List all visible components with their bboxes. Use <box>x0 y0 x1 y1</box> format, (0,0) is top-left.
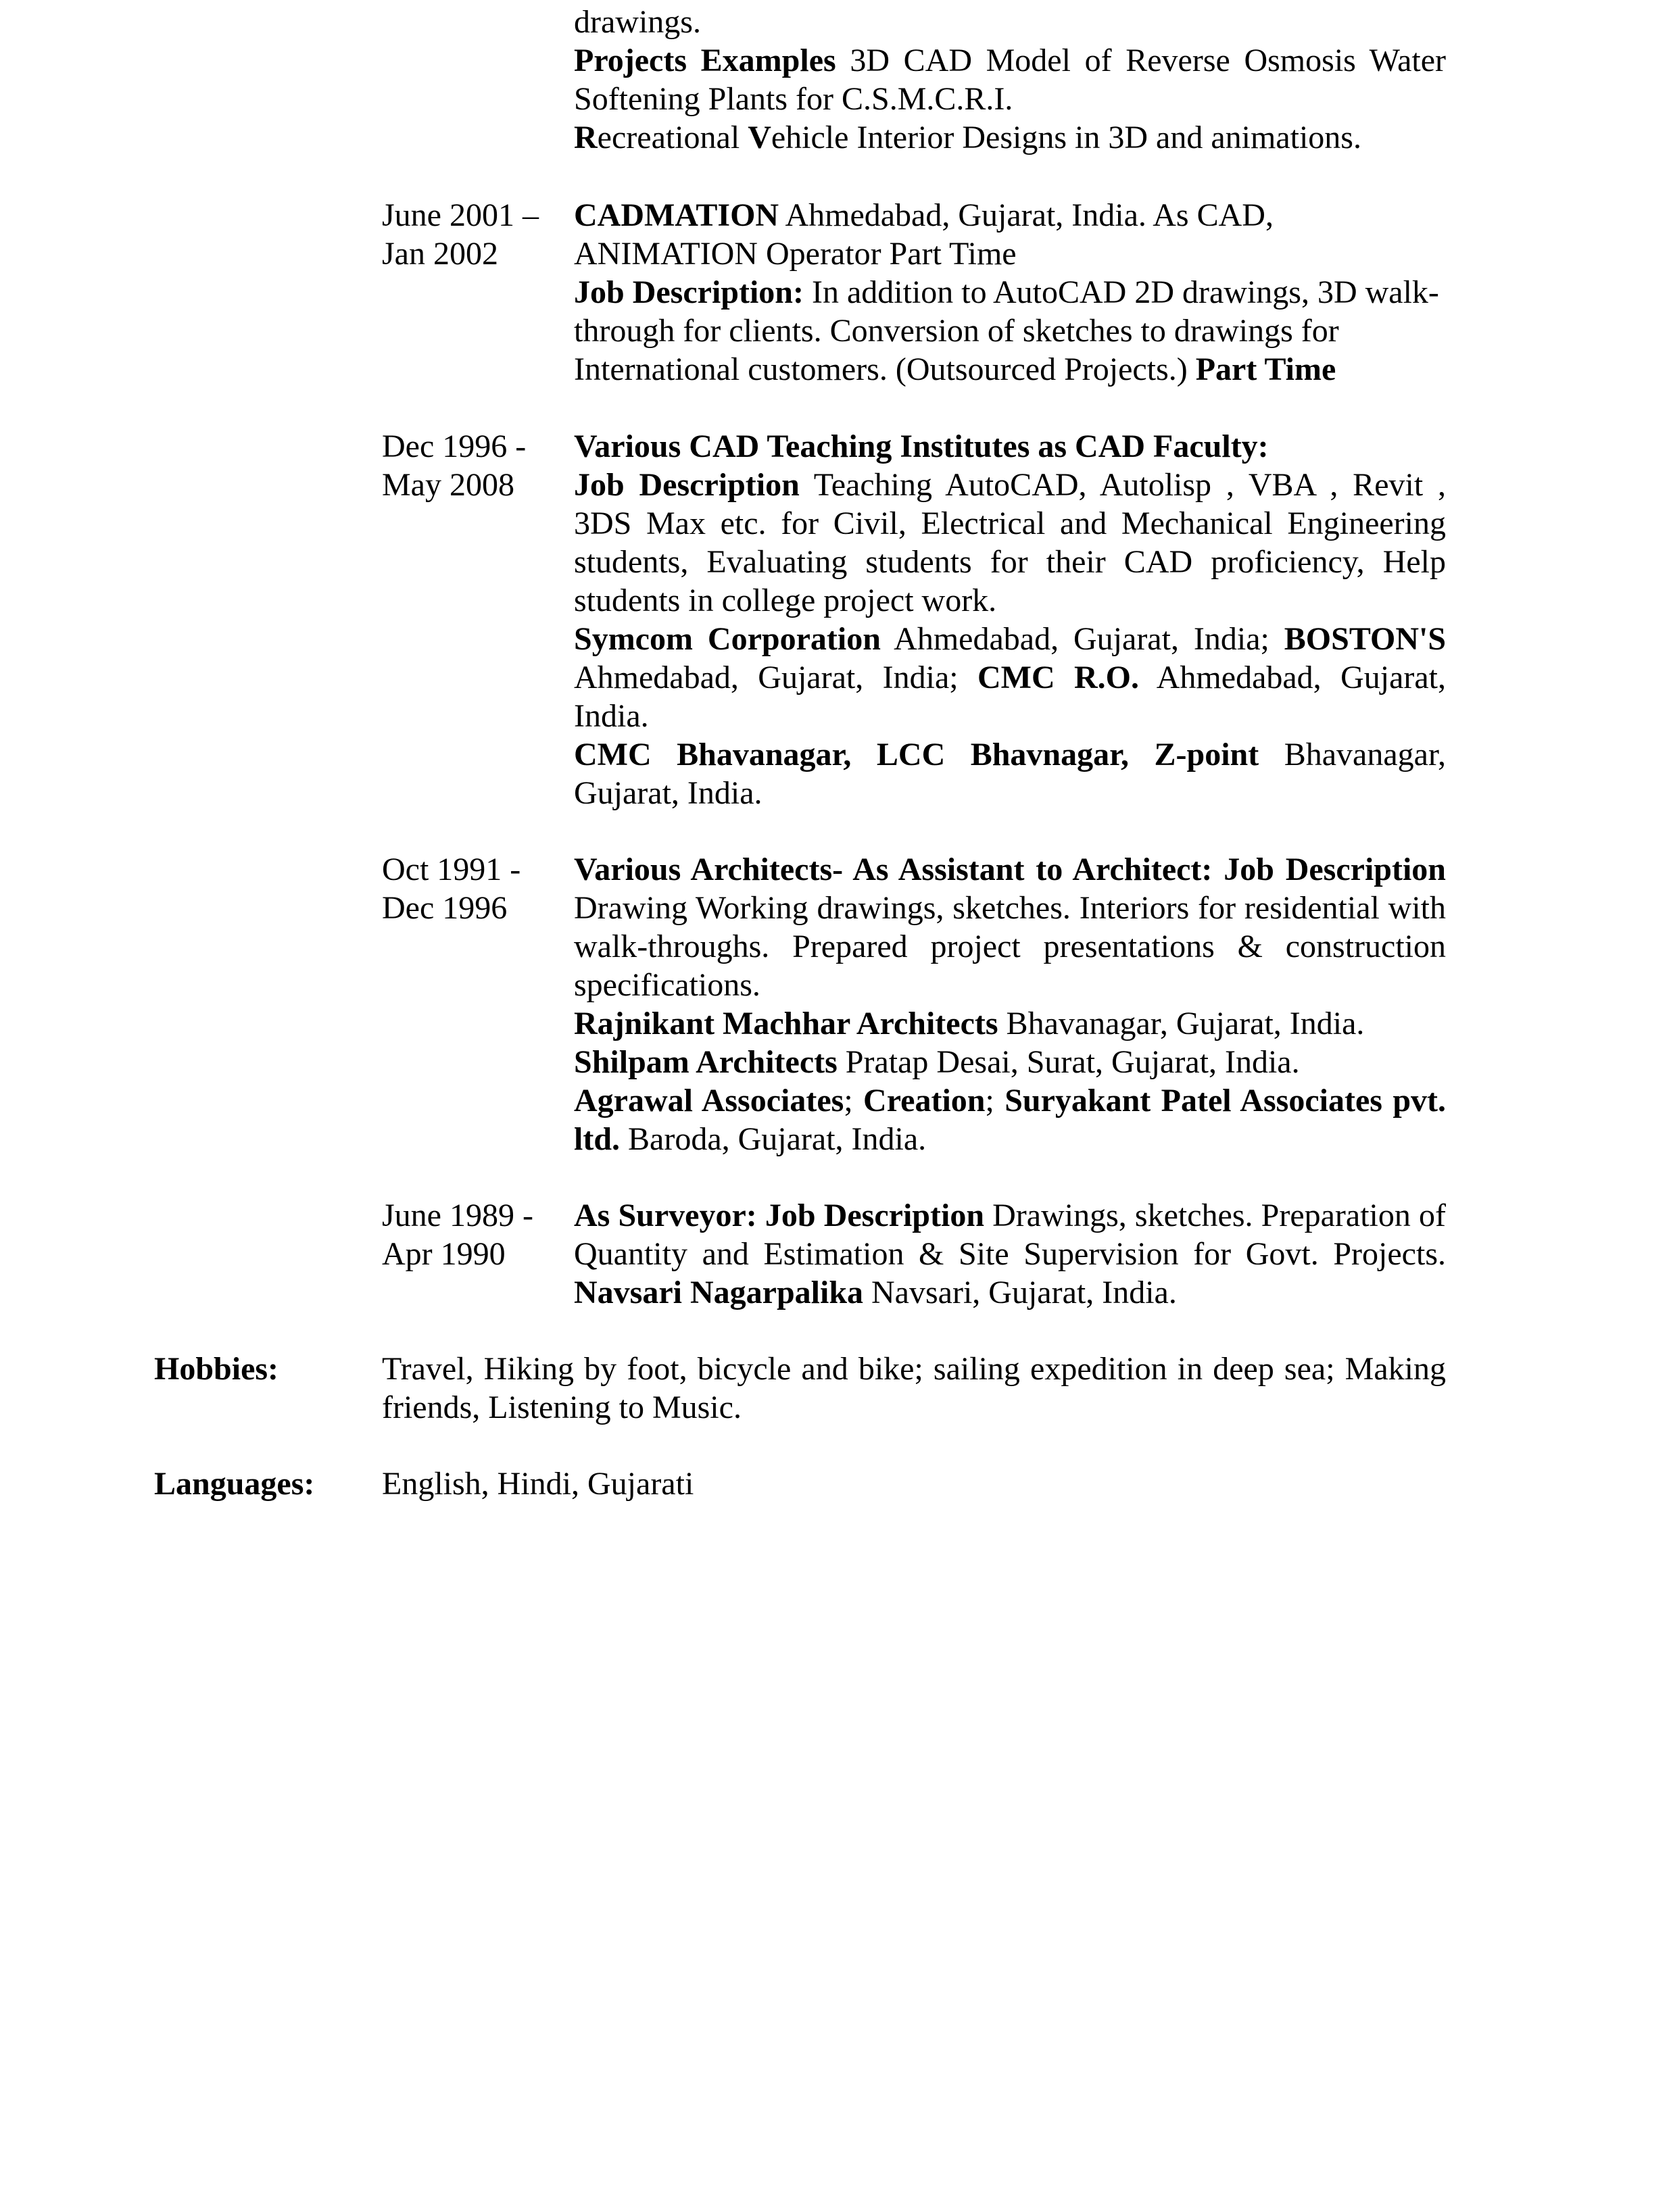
job-description <box>574 273 1453 389</box>
projects-label: Projects Examples <box>574 43 836 78</box>
date-start: June 1989 - <box>382 1198 533 1233</box>
languages-body <box>382 1465 1446 1503</box>
org-name: Suryakant Patel Associates pvt. ltd. <box>574 1083 1446 1157</box>
date-end: Apr 1990 <box>382 1236 506 1272</box>
job-description-label: Job Description: <box>574 274 804 310</box>
languages-label: Languages: <box>154 1466 315 1502</box>
org-location: Navsari, Gujarat, India. <box>863 1275 1177 1310</box>
rv-initial-r: R <box>574 120 598 155</box>
company-rest: Ahmedabad, Gujarat, India. As CAD, ANIMATION Operator Part Time <box>574 197 1274 272</box>
org-name: Rajnikant Machhar Architects <box>574 1006 998 1041</box>
organizations-line-2 <box>574 735 1446 812</box>
job-description <box>574 850 1446 1004</box>
rv-text-b: ehicle Interior Designs in 3D and animations. <box>771 120 1361 155</box>
experience-body <box>574 1196 1446 1312</box>
org-location: Bhavanagar, Gujarat, India. <box>998 1006 1365 1041</box>
projects-examples <box>574 41 1446 118</box>
organization-line <box>574 1081 1446 1158</box>
rv-designs <box>574 118 1446 157</box>
organizations-line-1 <box>574 620 1446 735</box>
organization-line <box>574 1043 1446 1081</box>
experience-dates <box>382 196 571 273</box>
org-location: Bhavanagar, Gujarat, India. <box>574 737 1447 811</box>
experience-body <box>574 427 1446 812</box>
org-name: Creation <box>863 1083 986 1119</box>
title-text: As Surveyor: Job Description <box>574 1198 985 1233</box>
job-description-text: Drawing Working drawings, sketches. Interiors for residential with walk-throughs. Prepared project presentations & construction specifications. <box>574 890 1446 1003</box>
org-name: Agrawal Associates <box>574 1083 844 1119</box>
experience-dates <box>382 1196 571 1273</box>
org-location: Ahmedabad, Gujarat, India. <box>574 660 1446 734</box>
company-name: CADMATION <box>574 197 779 233</box>
continuation-line: drawings. <box>574 4 701 40</box>
continuation-body <box>574 3 1446 157</box>
experience-dates <box>382 850 571 927</box>
rv-initial-v: V <box>748 120 771 155</box>
experience-dates <box>382 427 571 504</box>
job-description-label: Job Description <box>574 467 800 503</box>
experience-title <box>574 427 1446 466</box>
projects-text: 3D CAD Model of Reverse Osmosis Water Softening Plants for C.S.M.C.R.I. <box>574 43 1447 117</box>
org-location: Pratap Desai, Surat, Gujarat, India. <box>837 1044 1300 1080</box>
date-start: Dec 1996 - <box>382 428 527 464</box>
experience-body <box>574 196 1446 389</box>
rv-text-a: ecreational <box>597 120 748 155</box>
date-end: Dec 1996 <box>382 890 508 926</box>
hobbies-text: Travel, Hiking by foot, bicycle and bike; sailing expedition in deep sea; Making friends, Listening to Music. <box>382 1351 1446 1425</box>
date-end: Jan 2002 <box>382 236 498 272</box>
hobbies-body <box>382 1350 1446 1427</box>
job-description <box>574 1196 1446 1312</box>
org-name: Shilpam Architects <box>574 1044 838 1080</box>
date-end: May 2008 <box>382 467 514 503</box>
date-start: Oct 1991 - <box>382 852 521 887</box>
languages-text: English, Hindi, Gujarati <box>382 1466 694 1502</box>
hobbies-label: Hobbies: <box>154 1351 279 1387</box>
part-time-tag: Part Time <box>1195 351 1336 387</box>
job-description <box>574 466 1446 620</box>
org-location: Ahmedabad, Gujarat, India; <box>880 621 1284 657</box>
org-location: Ahmedabad, Gujarat, India; <box>574 660 977 695</box>
title-text: Various Architects- As Assistant to Architect: Job Description <box>574 852 1446 887</box>
organization-line <box>574 1004 1446 1043</box>
org-name: Navsari Nagarpalika <box>574 1275 864 1310</box>
job-description-text: Teaching AutoCAD, Autolisp , VBA , Revit , 3DS Max etc. for Civil, Electrical and Mechanical Engineering students, Evaluating students for their CAD proficiency, Help students in college project work. <box>574 467 1446 618</box>
job-description-text: Drawings, sketches. Preparation of Quantity and Estimation & Site Supervision for Govt. Projects. <box>574 1198 1446 1272</box>
org-name: CMC R.O. <box>977 660 1140 695</box>
separator: ; <box>844 1083 864 1119</box>
separator: ; <box>985 1083 1005 1119</box>
experience-body <box>574 850 1446 1158</box>
org-location: Baroda, Gujarat, India. <box>620 1121 927 1157</box>
job-description-text: In addition to AutoCAD 2D drawings, 3D walk-through for clients. Conversion of sketches to drawings for International customers. (Outsourced Projects.) <box>574 274 1439 387</box>
org-name: CMC Bhavanagar, LCC Bhavnagar, Z-point <box>574 737 1259 772</box>
title-text: Various CAD Teaching Institutes as CAD Faculty: <box>574 428 1269 464</box>
date-start: June 2001 – <box>382 197 539 233</box>
org-name: Symcom Corporation <box>574 621 881 657</box>
company-line <box>574 196 1338 273</box>
org-name: BOSTON'S <box>1284 621 1447 657</box>
